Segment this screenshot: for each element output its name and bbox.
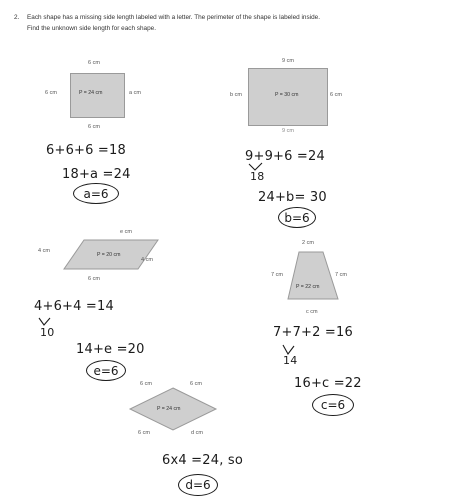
instructions-line2: Find the unknown side length for each shape. [27,25,156,32]
problem-number: 2. [14,14,20,21]
side-label-bottom-left: 6 cm [138,430,150,436]
side-label-top: 2 cm [302,240,314,246]
work-line-2: 14+e =20 [76,342,145,357]
instructions-line1: Each shape has a missing side length labeled with a letter. The perimeter of the shape is labeled inside. [27,14,320,21]
work-note: 14 [283,354,298,367]
perimeter-label: P = 20 cm [97,252,121,258]
side-label-right: 6 cm [330,92,342,98]
side-label-top-right: 6 cm [190,381,202,387]
work-line-1: 4+6+4 =14 [34,299,114,314]
side-label-left: 4 cm [38,248,50,254]
answer-circle [178,474,218,496]
work-line-1: 7+7+2 =16 [273,325,353,340]
work-line-2: 16+c =22 [294,376,362,391]
answer-circle [73,183,119,204]
side-label-left: 7 cm [271,272,283,278]
side-label-bottom: c cm [306,309,318,315]
work-line-1: 6x4 =24, so [162,453,243,468]
side-label-right: 7 cm [335,272,347,278]
work-note: 10 [40,326,55,339]
side-label-bottom: 6 cm [88,124,100,130]
side-label-right: 4 cm [141,257,153,263]
answer-circle [86,360,126,381]
instructions [14,12,434,34]
answer-text: b=6 [284,210,310,225]
answer-text: e=6 [93,363,119,378]
side-label-bottom-right: d cm [191,430,203,436]
answer-text: c=6 [320,398,346,412]
perimeter-label: P = 22 cm [296,284,320,290]
work-line-1: 6+6+6 =18 [46,143,126,158]
side-label-top: 9 cm [282,58,294,64]
work-line-2: 18+a =24 [62,167,131,182]
answer-text: a=6 [83,186,109,201]
perimeter-label: P = 24 cm [79,90,103,96]
side-label-left: 6 cm [45,90,57,96]
answer-circle [312,394,354,416]
perimeter-label: P = 24 cm [157,406,181,412]
side-label-top: 6 cm [88,60,100,66]
work-note: 18 [250,170,265,183]
side-label-left: b cm [230,92,242,98]
answer-text: d=6 [185,478,211,492]
side-label-bottom: 6 cm [88,276,100,282]
side-label-bottom: 9 cm [282,128,294,134]
work-line-2: 24+b= 30 [258,190,327,205]
work-line-1: 9+9+6 =24 [245,149,325,164]
perimeter-label: P = 30 cm [275,92,299,98]
side-label-right: a cm [129,90,141,96]
side-label-top-left: 6 cm [140,381,152,387]
answer-circle [278,207,316,228]
side-label-top: e cm [120,229,132,235]
